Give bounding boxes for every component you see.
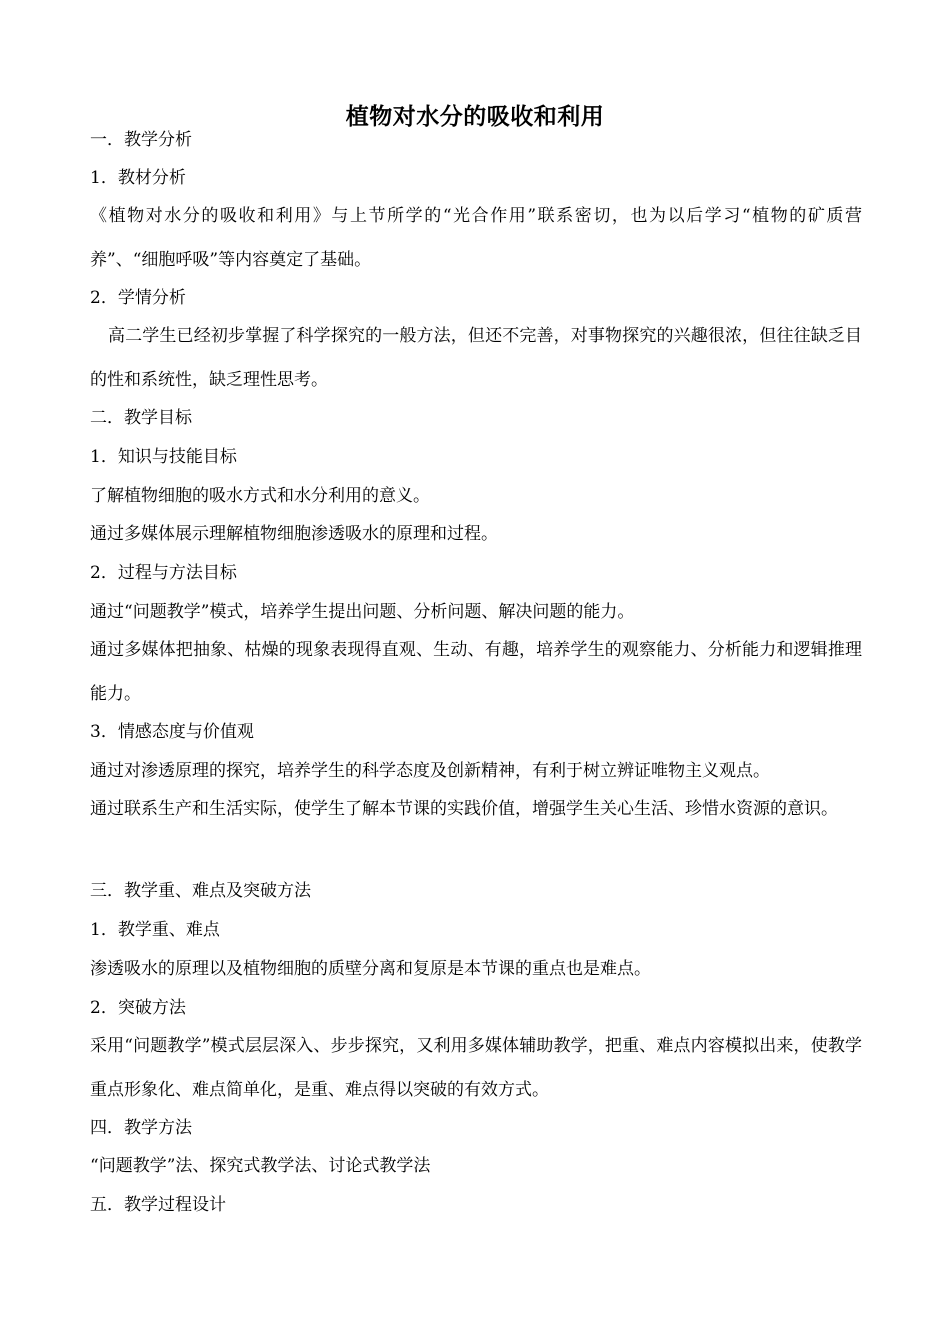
paragraph-textbook-analysis: 《植物对水分的吸收和利用》与上节所学的“光合作用”联系密切，也为以后学习“植物的矿质营养”、“细胞呼吸”等内容奠定了基础。 <box>90 206 862 270</box>
subsection-heading-2-2: 2．过程与方法目标 <box>90 563 237 583</box>
paragraph-student-analysis: 高二学生已经初步掌握了科学探究的一般方法，但还不完善，对事物探究的兴趣很浓，但往往缺乏目的性和系统性，缺乏理性思考。 <box>90 326 862 390</box>
subsection-heading-3-1: 1．教学重、难点 <box>90 920 220 940</box>
text-line: 通过“问题教学”模式，培养学生提出问题、分析问题、解决问题的能力。 <box>90 602 635 622</box>
text-line: “问题教学”法、探究式教学法、讨论式教学法 <box>90 1156 431 1176</box>
subsection-heading-2-3: 3．情感态度与价值观 <box>90 722 254 742</box>
subsection-heading-1-2: 2．学情分析 <box>90 288 186 308</box>
text-line: 了解植物细胞的吸水方式和水分利用的意义。 <box>90 486 430 506</box>
subsection-heading-1-1: 1．教材分析 <box>90 168 186 188</box>
section-heading-5: 五．教学过程设计 <box>90 1195 226 1215</box>
paragraph-breakthrough: 采用“问题教学”模式层层深入、步步探究，又利用多媒体辅助教学，把重、难点内容模拟出来，使教学重点形象化、难点简单化，是重、难点得以突破的有效方式。 <box>90 1036 862 1100</box>
paragraph-practice-value: 通过联系生产和生活实际，使学生了解本节课的实践价值，增强学生关心生活、珍惜水资源的意识。 <box>90 799 838 819</box>
text-line: 渗透吸水的原理以及植物细胞的质壁分离和复原是本节课的重点也是难点。 <box>90 959 651 979</box>
subsection-heading-3-2: 2．突破方法 <box>90 998 186 1018</box>
section-heading-4: 四．教学方法 <box>90 1118 192 1138</box>
text-line: 通过对渗透原理的探究，培养学生的科学态度及创新精神，有利于树立辨证唯物主义观点。 <box>90 761 770 781</box>
paragraph-multimedia: 通过多媒体把抽象、枯燥的现象表现得直观、生动、有趣，培养学生的观察能力、分析能力和逻辑推理能力。 <box>90 640 862 704</box>
section-heading-3: 三．教学重、难点及突破方法 <box>90 881 311 901</box>
subsection-heading-2-1: 1．知识与技能目标 <box>90 447 237 467</box>
text-line: 通过多媒体展示理解植物细胞渗透吸水的原理和过程。 <box>90 524 498 544</box>
section-heading-1: 一．教学分析 <box>90 130 192 150</box>
document-title: 植物对水分的吸收和利用 <box>345 104 605 130</box>
section-heading-2: 二．教学目标 <box>90 408 192 428</box>
